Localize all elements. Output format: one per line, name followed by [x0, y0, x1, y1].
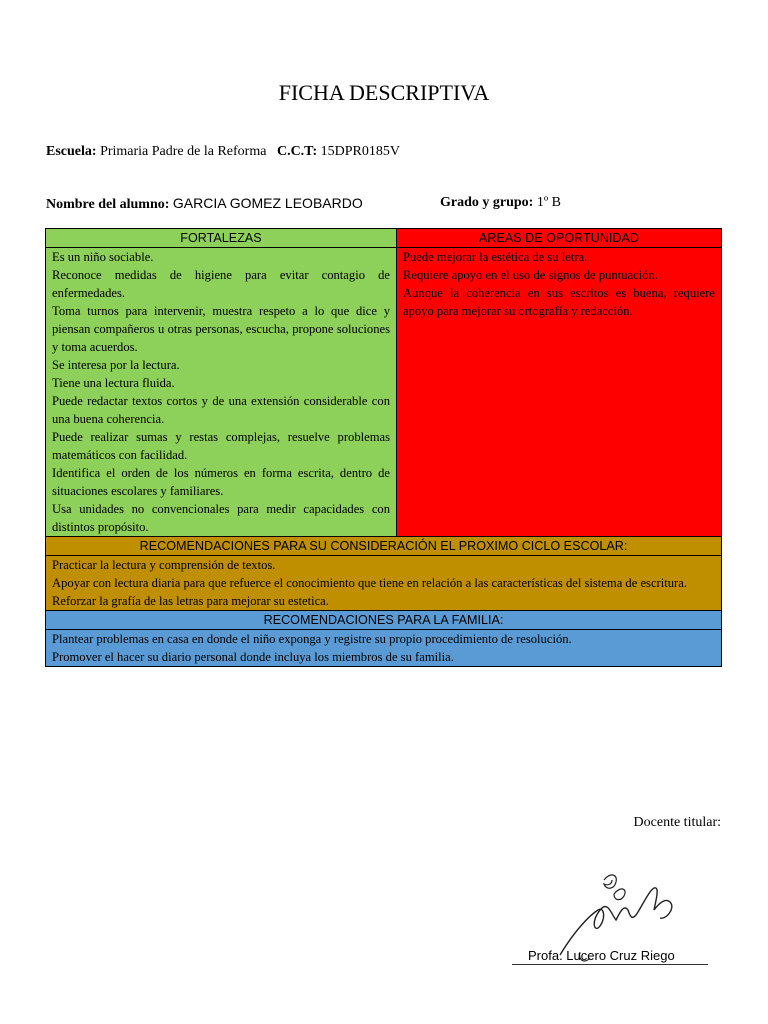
ciclo-item: Apoyar con lectura diaria para que refuerce el conocimiento que tiene en relación a las características del sistema de escritura.: [52, 576, 687, 590]
fortaleza-item: Puede redactar textos cortos y de una extensión considerable con una buena coherencia.: [52, 394, 390, 426]
signature-name: Profa. Lucero Cruz Riego: [528, 948, 675, 963]
fortaleza-item: Toma turnos para intervenir, muestra respeto a lo que dice y piensan compañeros u otras personas, escucha, propone soluciones y toma acuerdos.: [52, 304, 390, 354]
familia-item: Promover el hacer su diario personal donde incluya los miembros de su familia.: [52, 650, 454, 664]
cct-value: 15DPR0185V: [320, 144, 400, 159]
fortalezas-header: FORTALEZAS: [46, 229, 397, 248]
fortaleza-item: Identifica el orden de los números en forma escrita, dentro de situaciones escolares y familiares.: [52, 466, 390, 498]
familia-cell: [46, 630, 722, 667]
signature-line: [512, 964, 708, 965]
familia-header: RECOMENDACIONES PARA LA FAMILIA:: [46, 611, 722, 630]
grade-label: Grado y grupo:: [440, 195, 534, 210]
ciclo-header: RECOMENDACIONES PARA SU CONSIDERACIÓN EL PROXIMO CICLO ESCOLAR:: [46, 537, 722, 556]
fortaleza-item: Usa unidades no convencionales para medir capacidades con distintos propósito.: [52, 502, 390, 534]
student-label: Nombre del alumno:: [46, 197, 170, 212]
grade-value: 1º B: [536, 195, 562, 210]
ciclo-cell: [46, 556, 722, 611]
school-line: [46, 144, 400, 160]
fortaleza-item: Tiene una lectura fluida.: [52, 376, 175, 390]
fortaleza-item: Se interesa por la lectura.: [52, 358, 180, 372]
fortaleza-item: Es un niño sociable.: [52, 250, 154, 264]
docente-label: Docente titular:: [633, 815, 721, 830]
oportunidades-cell: [397, 248, 722, 537]
oportunidad-item: Puede mejorar la estética de su letra.: [403, 250, 588, 264]
page-title: FICHA DESCRIPTIVA: [278, 80, 490, 105]
oportunidad-item: Requiere apoyo en el uso de signos de puntuación.: [403, 268, 658, 282]
evaluation-table: [45, 228, 722, 667]
fortaleza-item: Reconoce medidas de higiene para evitar contagio de enfermedades.: [52, 268, 390, 300]
school-value: Primaria Padre de la Reforma: [100, 144, 267, 159]
cct-label: C.C.T:: [276, 144, 318, 159]
ciclo-item: Reforzar la grafía de las letras para mejorar su estetica.: [52, 594, 329, 608]
fortalezas-cell: [46, 248, 397, 537]
familia-item: Plantear problemas en casa en donde el niño exponga y registre su propio procedimiento de resolución.: [52, 632, 572, 646]
ciclo-item: Practicar la lectura y comprensión de textos.: [52, 558, 276, 572]
oportunidad-item: Aunque la coherencia en sus escritos es buena, requiere apoyo para mejorar su ortografía y redacción.: [403, 286, 715, 318]
student-name: GARCIA GOMEZ LEOBARDO: [172, 195, 363, 211]
fortaleza-item: Puede realizar sumas y restas complejas, resuelve problemas matemáticos con facilidad.: [52, 430, 390, 462]
student-line: [46, 195, 363, 213]
school-label: Escuela:: [46, 144, 97, 159]
oportunidad-header: AREAS DE OPORTUNIDAD: [397, 229, 722, 248]
grade-line: [440, 195, 561, 211]
